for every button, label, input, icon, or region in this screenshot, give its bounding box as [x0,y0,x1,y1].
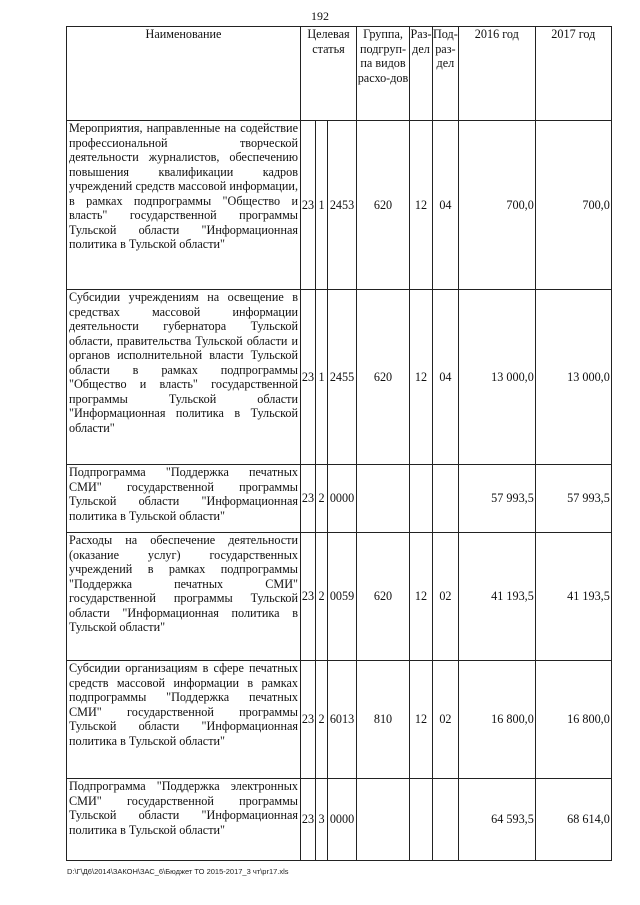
row-amount-2016: 16 800,0 [458,661,535,779]
row-amount-2016: 64 593,5 [458,779,535,861]
table-row [67,533,612,661]
row-subsection: 02 [433,661,459,779]
row-group: 620 [357,533,410,661]
row-cs2: 2 [316,533,328,661]
header-section: Раз-дел [410,27,433,121]
row-cs1: 23 [301,533,316,661]
row-name: Подпрограмма "Поддержка печатных СМИ" государственной программы Тульской области "Информационная политика в Тульской области" [67,465,301,533]
row-cs1: 23 [301,779,316,861]
row-subsection [433,465,459,533]
row-cs3: 0000 [328,465,357,533]
row-group [357,465,410,533]
row-amount-2017: 41 193,5 [535,533,611,661]
row-section: 12 [410,290,433,465]
row-group: 620 [357,290,410,465]
row-cs3: 0059 [328,533,357,661]
row-amount-2016: 57 993,5 [458,465,535,533]
row-subsection: 04 [433,121,459,290]
table-row [67,465,612,533]
row-subsection [433,779,459,861]
header-target-article: Целевая статья [301,27,357,121]
row-amount-2017: 68 614,0 [535,779,611,861]
row-name: Субсидии организациям в сфере печатных средств массовой информации в рамках подпрограммы "Поддержка печатных СМИ" государственной программы Тульской области "Информационная политика в Тульской области" [67,661,301,779]
row-cs1: 23 [301,661,316,779]
row-cs2: 1 [316,121,328,290]
row-cs1: 23 [301,465,316,533]
table-row [67,779,612,861]
row-cs3: 2455 [328,290,357,465]
header-expense-group: Группа, подгруп-па видов расхо-дов [357,27,410,121]
row-cs1: 23 [301,290,316,465]
row-cs1: 23 [301,121,316,290]
row-amount-2017: 16 800,0 [535,661,611,779]
row-section: 12 [410,661,433,779]
row-amount-2017: 700,0 [535,121,611,290]
row-name: Расходы на обеспечение деятельности (оказание услуг) государственных учреждений в рамках подпрограммы "Поддержка печатных СМИ" государственной программы Тульской области "Информационная политика в Тульской области" [67,533,301,661]
row-name: Подпрограмма "Поддержка электронных СМИ" государственной программы Тульской области "Информационная политика в Тульской области" [67,779,301,861]
page-number: 192 [311,9,329,23]
row-section [410,465,433,533]
row-cs3: 0000 [328,779,357,861]
row-cs2: 2 [316,661,328,779]
row-group [357,779,410,861]
file-path-footer: D:\Г\Д6\2014\ЗАКОН\ЗАС_6\Бюджет ТО 2015-2017_3 чт\pr17.xls [67,867,289,876]
row-cs3: 2453 [328,121,357,290]
header-year-2016: 2016 год [458,27,535,121]
row-section: 12 [410,533,433,661]
row-cs2: 3 [316,779,328,861]
table-row [67,121,612,290]
table-row [67,290,612,465]
row-cs2: 1 [316,290,328,465]
row-cs3: 6013 [328,661,357,779]
row-name: Субсидии учреждениям на освещение в средствах массовой информации деятельности губернатора Тульской области, правительства Тульской области и органов исполнительной власти Тульской области в рамках подпрограммы "Общество и власть" государственной программы Тульской области "Информационная политика в Тульской области" [67,290,301,465]
row-section [410,779,433,861]
header-name: Наименование [67,27,301,121]
header-year-2017: 2017 год [535,27,611,121]
row-amount-2016: 41 193,5 [458,533,535,661]
row-group: 620 [357,121,410,290]
row-cs2: 2 [316,465,328,533]
header-subsection: Под-раз-дел [433,27,459,121]
row-group: 810 [357,661,410,779]
table-header-row [67,27,612,121]
row-subsection: 04 [433,290,459,465]
table-row [67,661,612,779]
row-section: 12 [410,121,433,290]
row-amount-2016: 13 000,0 [458,290,535,465]
budget-table [66,26,612,861]
row-name: Мероприятия, направленные на содействие профессиональной творческой деятельности журналистов, обеспечению повышения квалификации кадров учреждений средств массовой информации, в рамках подпрограммы "Общество и власть" государственной программы Тульской области "Информационная политика в Тульской области" [67,121,301,290]
row-amount-2017: 57 993,5 [535,465,611,533]
row-amount-2017: 13 000,0 [535,290,611,465]
row-subsection: 02 [433,533,459,661]
row-amount-2016: 700,0 [458,121,535,290]
